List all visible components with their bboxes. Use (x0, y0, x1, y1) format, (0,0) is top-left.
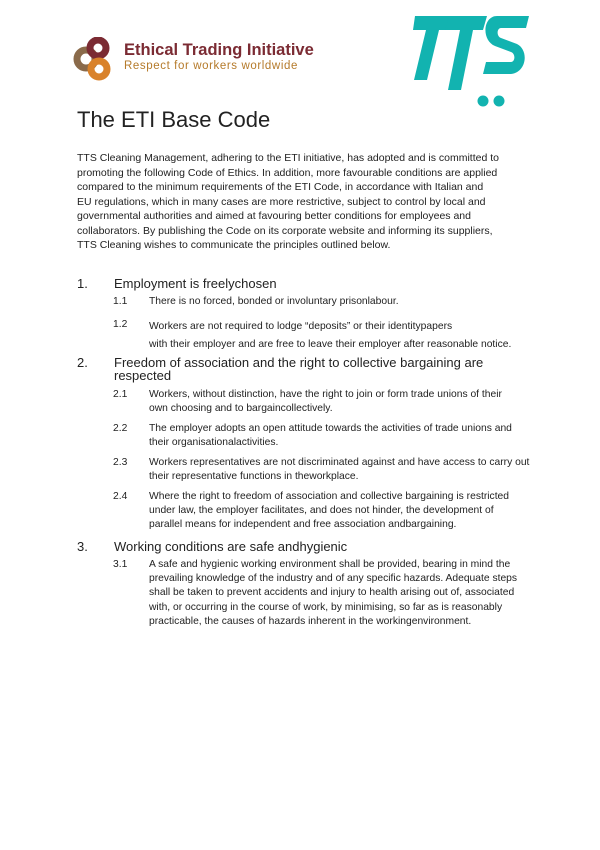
intro-paragraph (77, 151, 517, 253)
section-number: 3. (77, 539, 88, 554)
page-title: The ETI Base Code (77, 107, 271, 132)
clause-line: with their employer and are free to leave their employer after reasonable notice. (149, 339, 512, 350)
section-3 (77, 539, 527, 627)
section-title: Employment is freelychosen (114, 276, 277, 291)
clause-number: 2.4 (113, 491, 128, 502)
eti-tagline: Respect for workers worldwide (124, 60, 298, 72)
eti-rings-icon (72, 37, 118, 81)
eti-name: Ethical Trading Initiative (124, 41, 314, 59)
clause-line: practicable, the causes of hazards inherent in the workingenvironment. (149, 615, 472, 627)
section-number: 2. (77, 355, 88, 370)
clause-line: their organisationalactivities. (149, 437, 279, 449)
clause-line: own choosing and to bargaincollectively. (149, 403, 333, 415)
intro-line: governmental authorities and aimed at favouring better conditions for employees and (77, 210, 471, 222)
section-1 (77, 276, 527, 350)
clause-line: their representative functions in theworkplace. (149, 471, 359, 483)
clause-line: parallel means for independent and free association andbargaining. (149, 519, 457, 531)
clause-number: 2.1 (113, 389, 128, 400)
intro-line: TTS Cleaning Management, adhering to the ETI initiative, has adopted and is committed to (77, 152, 499, 164)
section-number: 1. (77, 276, 88, 291)
clause-line: Workers, without distinction, have the right to join or form trade unions of their (149, 389, 502, 400)
clause-number: 1.1 (113, 296, 128, 307)
section-2 (77, 355, 530, 531)
clause-line: under law, the employer facilitates, and does not hinder, the development of (149, 505, 494, 517)
section-title: Working conditions are safe andhygienic (114, 539, 348, 554)
clause-line: Workers are not required to lodge “deposits” or their identitypapers (149, 321, 453, 332)
clause-number: 2.3 (113, 457, 128, 468)
clause-line: Where the right to freedom of association and collective bargaining is restricted (149, 491, 510, 502)
clause-line: There is no forced, bonded or involuntary prisonlabour. (149, 296, 399, 307)
clause-number: 3.1 (113, 559, 128, 570)
intro-line: promoting the following Code of Ethics. In addition, more favourable conditions are applied (77, 166, 498, 179)
intro-line: compared to the minimum requirements of the ETI Code, in accordance with Italian and (77, 181, 484, 193)
tts-logo-icon (413, 14, 531, 108)
clause-line: with, or occurring in the course of work, by minimising, so far as is reasonably (149, 601, 503, 613)
intro-line: collaborators. By publishing the Code on its corporate website and informing its suppliers, (77, 224, 493, 237)
section-title: Freedom of association and the right to collective bargaining are (114, 355, 484, 370)
intro-line: EU regulations, which in many cases are more restrictive, subject to control by local and (77, 195, 486, 208)
eti-logo (72, 37, 322, 81)
clause-line: Workers representatives are not discriminated against and have access to carry out (149, 457, 530, 468)
clause-number: 1.2 (113, 319, 128, 330)
intro-line: TTS Cleaning wishes to communicate the principles outlined below. (77, 239, 391, 251)
clause-line: A safe and hygienic working environment shall be provided, bearing in mind the (149, 559, 511, 570)
section-title: respected (114, 368, 172, 383)
clause-line: shall be taken to prevent accidents and injury to health arising out of, associated (149, 587, 515, 599)
clause-number: 2.2 (113, 423, 128, 434)
clause-line: prevailing knowledge of the industry and of any specific hazards. Adequate steps (149, 573, 518, 585)
clause-line: The employer adopts an open attitude towards the activities of trade unions and (149, 423, 512, 434)
